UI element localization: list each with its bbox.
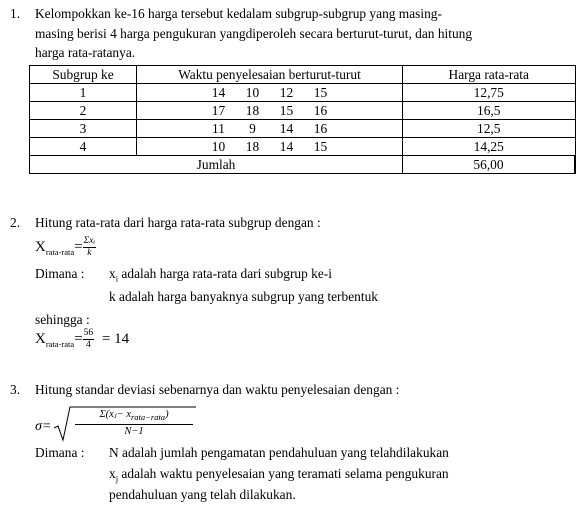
item-1-number: 1. bbox=[10, 6, 21, 21]
result-fraction bbox=[83, 328, 95, 351]
table-total-row bbox=[30, 156, 576, 174]
item-2-number: 2. bbox=[10, 215, 21, 230]
cell-value: 15 bbox=[279, 103, 294, 118]
formula-mean bbox=[35, 236, 96, 259]
sigma-lhs: σ= bbox=[35, 419, 52, 434]
var-x-sub: i bbox=[115, 273, 119, 284]
result-denominator: 4 bbox=[86, 340, 91, 350]
item-3-dimana-line-3: pendahuluan yang telah dilakukan. bbox=[109, 487, 296, 502]
item-2-sehingga: sehingga : bbox=[35, 312, 90, 327]
cell-value: 15 bbox=[313, 85, 328, 100]
formula-fraction bbox=[83, 236, 96, 259]
cell-value: 14 bbox=[279, 121, 294, 136]
cell-value: 12 bbox=[279, 85, 294, 100]
table-row bbox=[30, 102, 576, 120]
item-3-number: 3. bbox=[10, 382, 21, 397]
cell-values bbox=[137, 120, 403, 138]
cell-value: 14 bbox=[211, 85, 226, 100]
item-2-intro: Hitung rata-rata dari harga rata-rata subgrup dengan : bbox=[35, 215, 321, 230]
cell-value: 15 bbox=[313, 139, 328, 154]
header-harga: Harga rata-rata bbox=[403, 66, 576, 84]
item-1-line-3: harga rata-ratanya. bbox=[35, 45, 136, 60]
dimana-text: adalah waktu penyelesaian yang teramati selama pengukuran bbox=[118, 466, 449, 481]
sqrt-num-sub: rata−rata bbox=[130, 412, 166, 423]
cell-subgrup: 2 bbox=[30, 102, 137, 120]
cell-subgrup: 4 bbox=[30, 138, 137, 156]
cell-value: 9 bbox=[249, 121, 256, 136]
header-subgrup: Subgrup ke bbox=[30, 66, 137, 84]
cell-values bbox=[137, 84, 403, 102]
table-header-row bbox=[30, 66, 576, 84]
cell-value: 10 bbox=[211, 139, 226, 154]
cell-avg: 16,5 bbox=[403, 102, 576, 120]
cell-avg: 14,25 bbox=[403, 138, 576, 156]
item-2-dimana-line-1 bbox=[109, 266, 332, 284]
sqrt-numerator bbox=[75, 408, 193, 425]
item-3-dimana-label: Dimana : bbox=[35, 445, 85, 460]
cell-values bbox=[137, 138, 403, 156]
cell-values bbox=[137, 102, 403, 120]
table-row bbox=[30, 120, 576, 138]
header-waktu: Waktu penyelesaian berturut-turut bbox=[137, 66, 403, 84]
formula-numerator: Σxᵢ bbox=[83, 236, 95, 246]
item-3-dimana-line-2 bbox=[109, 466, 449, 484]
table-row bbox=[30, 138, 576, 156]
result-sub: rata-rata bbox=[45, 338, 75, 349]
table-row bbox=[30, 84, 576, 102]
result-lhs: X bbox=[35, 330, 46, 347]
result-value: = 14 bbox=[101, 330, 130, 347]
cell-value: 16 bbox=[313, 121, 328, 136]
var-x: x bbox=[109, 466, 116, 481]
cell-subgrup: 3 bbox=[30, 120, 137, 138]
sqrt-fraction bbox=[75, 408, 193, 438]
subgroup-table bbox=[29, 65, 576, 174]
result-numerator: 56 bbox=[83, 328, 94, 338]
cell-value: 16 bbox=[313, 103, 328, 118]
var-x-sub: j bbox=[115, 473, 119, 484]
item-2-dimana-line-2: k adalah harga banyaknya subgrup yang terbentuk bbox=[109, 289, 378, 304]
sqrt-denominator: N−1 bbox=[124, 426, 144, 438]
sqrt-num-end: ) bbox=[165, 409, 169, 420]
formula-result bbox=[35, 328, 129, 351]
cell-avg: 12,5 bbox=[403, 120, 576, 138]
cell-value: 18 bbox=[245, 103, 260, 118]
item-2-dimana-label: Dimana : bbox=[35, 266, 85, 281]
item-3-dimana-line-1: N adalah jumlah pengamatan pendahuluan yang telahdilakukan bbox=[109, 445, 449, 460]
formula-lhs: X bbox=[35, 238, 46, 255]
var-x: x bbox=[109, 266, 116, 281]
cell-value: 11 bbox=[212, 121, 225, 136]
total-label: Jumlah bbox=[30, 156, 403, 174]
formula-eq: = bbox=[74, 238, 83, 255]
dimana-text: adalah harga rata-rata dari subgrup ke-i bbox=[118, 266, 332, 281]
cell-avg: 12,75 bbox=[403, 84, 576, 102]
cell-value: 10 bbox=[245, 85, 260, 100]
sqrt-num-text: Σ(xⱼ− x bbox=[99, 409, 131, 420]
cell-value: 14 bbox=[279, 139, 294, 154]
formula-sub: rata-rata bbox=[45, 246, 75, 257]
cell-value: 17 bbox=[211, 103, 226, 118]
cell-subgrup: 1 bbox=[30, 84, 137, 102]
formula-denominator: k bbox=[87, 248, 92, 258]
result-eq: = bbox=[74, 330, 83, 347]
item-1-line-2: masing berisi 4 harga pengukuran yangdiperoleh secara berturut-turut, dan hitung bbox=[35, 26, 473, 41]
item-1-line-1: Kelompokkan ke-16 harga tersebut kedalam subgrup-subgrup yang masing- bbox=[35, 6, 442, 21]
cell-value: 18 bbox=[245, 139, 260, 154]
total-value: 56,00 bbox=[403, 156, 576, 174]
item-3-intro: Hitung standar deviasi sebenarnya dan waktu penyelesaian dengan : bbox=[35, 382, 400, 397]
